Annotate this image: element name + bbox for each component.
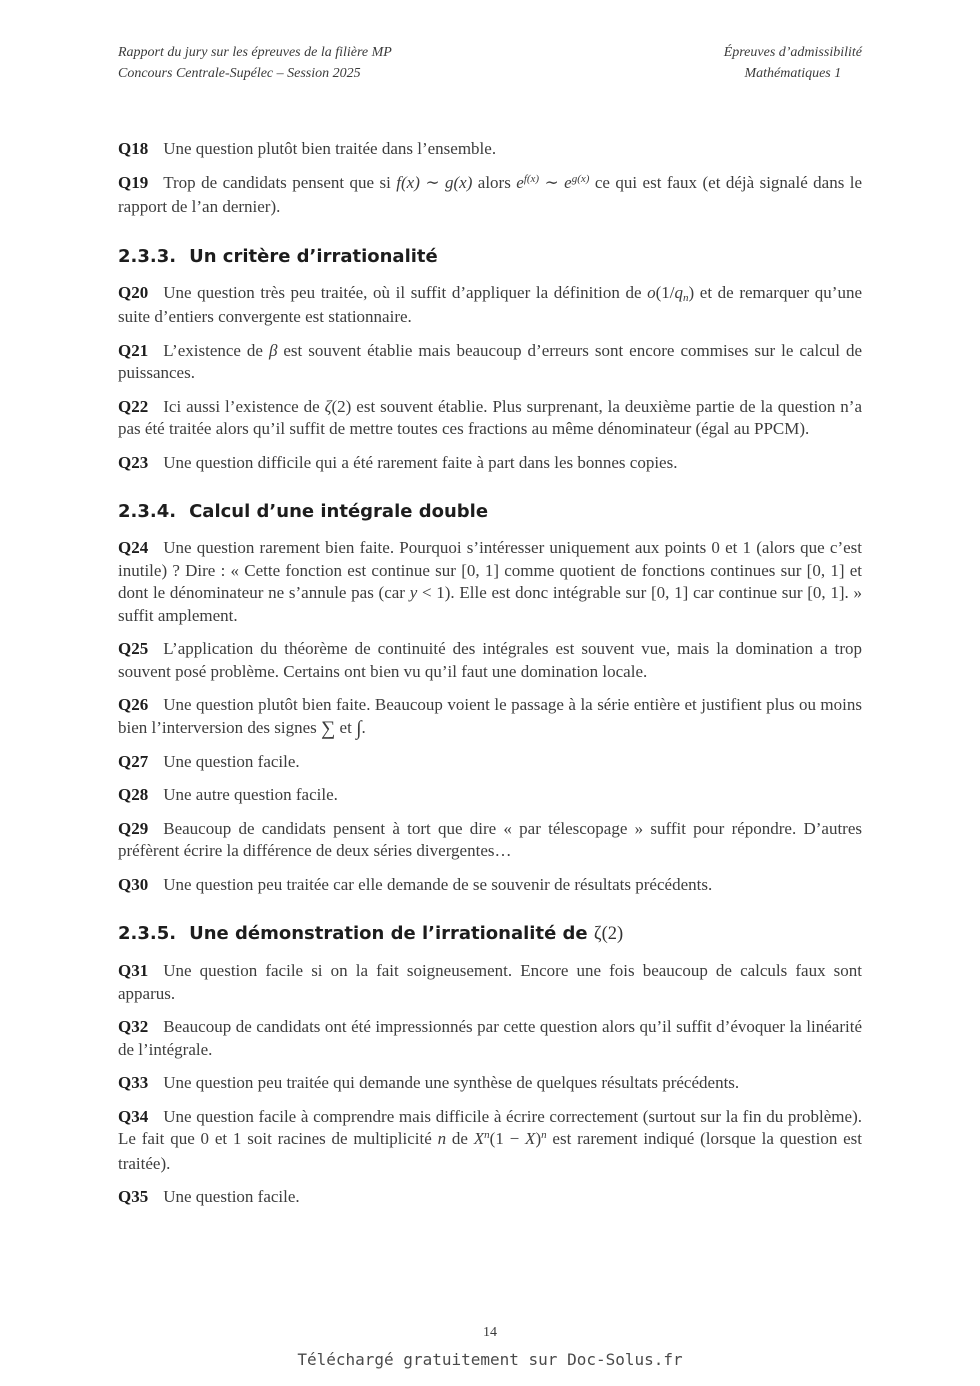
question-q19 (118, 172, 862, 219)
section-number: 2.3.4. (118, 501, 177, 522)
math-segment: e (516, 172, 524, 192)
text-segment: < 1). Elle est donc intégrable sur [0, 1] car continue sur [0, 1]. » suffit amplement. (118, 583, 862, 625)
question-q22 (118, 396, 862, 441)
text-segment: est souvent établie mais beaucoup d’erreurs sont encore commises sur le calcul de puissances. (118, 340, 862, 382)
text-segment: Une question facile. (163, 1187, 300, 1207)
header-right-block (724, 42, 862, 84)
math-segment: q (674, 282, 684, 302)
download-note: Téléchargé gratuitement sur Doc-Solus.fr (297, 1350, 683, 1369)
question-label: Q21 (118, 340, 149, 360)
page-header (118, 42, 862, 84)
report-subtitle: Concours Centrale-Supélec – Session 2025 (118, 66, 361, 81)
math-segment: ζ (324, 396, 332, 416)
text-segment: Une question facile. (163, 751, 300, 771)
math-segment: n (437, 1129, 447, 1149)
question-q35 (118, 1186, 862, 1209)
question-q20 (118, 282, 862, 329)
question-q21 (118, 340, 862, 385)
question-q33 (118, 1072, 862, 1095)
question-label: Q35 (118, 1187, 149, 1207)
question-q25 (118, 638, 862, 683)
question-label: Q31 (118, 961, 149, 981)
question-label: Q32 (118, 1017, 149, 1037)
page-number: 14 (483, 1325, 497, 1340)
text-segment: Beaucoup de candidats pensent à tort que dire « par télescopage » suffit pour répondre. D’autres préfèrent écrire la différence de deux séries divergentes… (118, 818, 862, 861)
question-label: Q28 (118, 785, 149, 805)
text-segment: (2) est souvent établie. Plus surprenant, la deuxième partie de la question n’a pas été traitée alors qu’il suffit de mettre toutes ces fractions au même dénominateur (égal au PPCM). (118, 396, 862, 438)
section-number: 2.3.3. (118, 245, 177, 267)
math-segment: n (484, 1129, 490, 1142)
math-segment: β (268, 340, 278, 360)
text-segment: ) et de remarquer qu’une suite d’entiers convergente est stationnaire. (118, 282, 862, 326)
text-segment: Beaucoup de candidats ont été impressionnés par cette question alors qu’il suffit d’évoquer la linéarité de l’intégrale. (118, 1017, 862, 1059)
text-segment: est rarement indiqué (lorsque la question est traitée). (118, 1129, 863, 1173)
text-segment: L’application du théorème de continuité des intégrales est souvent vue, mais la domination a trop souvent posé problème. Certains ont bien vu qu’il faut une domination locale. (118, 639, 862, 681)
section-number: 2.3.5. (118, 923, 177, 945)
text-segment: Une question très peu traitée, où il suffit d’appliquer la définition de (163, 282, 648, 302)
question-q18 (118, 138, 862, 161)
question-label: Q20 (118, 282, 149, 302)
text-segment: Une question facile à comprendre mais difficile à écrire correctement (surtout sur la fin du problème). Le fait que 0 et 1 soit racines de multiplicité (118, 1106, 862, 1149)
math-segment: f(x) (523, 172, 540, 185)
question-q24 (118, 537, 862, 627)
text-segment: ce qui est faux (et déjà signalé dans le rapport de l’an dernier). (118, 172, 863, 216)
question-q29 (118, 818, 862, 863)
question-label: Q24 (118, 538, 149, 557)
question-label: Q22 (118, 396, 149, 416)
text-segment: Une question rarement bien faite. Pourquoi s’intéresser uniquement aux points 0 et 1 (alors que c’est inutile) ? Dire : « Cette fonction est continue sur [0, 1] comme quotient de fonctions continues sur [0, 1] et dont le dénominateur ne s’annule pas (car (118, 538, 862, 602)
section-heading-2-3-5 (118, 922, 862, 946)
question-label: Q25 (118, 639, 149, 658)
math-segment: ∼ e (539, 172, 572, 192)
question-q32 (118, 1016, 862, 1061)
text-segment: Une question plutôt bien traitée dans l’ensemble. (163, 139, 497, 158)
question-q31 (118, 960, 862, 1005)
question-label: Q18 (118, 139, 149, 158)
text-segment: (1/ (655, 282, 675, 302)
question-label: Q27 (118, 751, 149, 771)
text-segment: Un critère d’irrationalité (189, 245, 438, 267)
text-segment: Calcul d’une intégrale double (189, 501, 489, 522)
math-segment: y (409, 583, 418, 602)
math-segment: ∑ (321, 717, 336, 740)
exam-subject: Mathématiques 1 (744, 66, 842, 81)
text-segment: Une question peu traitée car elle demande de se souvenir de résultats précédents. (163, 874, 713, 894)
question-q30 (118, 874, 862, 897)
header-left-block (118, 42, 392, 84)
section-heading-2-3-3 (118, 245, 862, 268)
question-label: Q19 (118, 172, 149, 192)
question-q34 (118, 1106, 862, 1176)
question-label: Q26 (118, 695, 149, 714)
text-segment: Une question peu traitée qui demande une synthèse de quelques résultats précédents. (163, 1073, 740, 1093)
math-segment: n (683, 291, 689, 304)
text-segment: L’existence de (163, 340, 269, 360)
text-segment: et (335, 717, 357, 737)
text-segment: Une question facile si on la fait soigneusement. Encore une fois beaucoup de calculs faux sont apparus. (118, 961, 862, 1003)
question-q28 (118, 784, 862, 807)
math-segment: ζ(2) (593, 924, 624, 945)
text-segment: de (446, 1129, 474, 1149)
question-label: Q29 (118, 818, 149, 838)
math-segment: o (647, 282, 656, 302)
math-segment: ∫ (356, 717, 362, 740)
math-segment: n (541, 1129, 547, 1142)
text-segment: Une question plutôt bien faite. Beaucoup voient le passage à la série entière et justifient plus ou moins bien l’interversion des signes (118, 695, 862, 737)
question-q27 (118, 751, 862, 774)
text-segment: Une démonstration de l’irrationalité de (189, 923, 594, 945)
text-segment: Trop de candidats pensent que si (163, 172, 397, 192)
question-q23 (118, 452, 862, 475)
page-body (118, 138, 862, 1220)
section-heading-2-3-4 (118, 500, 862, 523)
report-title: Rapport du jury sur les épreuves de la filière MP (118, 45, 392, 60)
text-segment: (1 − (489, 1129, 526, 1149)
math-segment: X (473, 1129, 485, 1149)
text-segment: alors (472, 172, 517, 192)
question-label: Q30 (118, 874, 149, 894)
math-segment: f(x) ∼ g(x) (396, 172, 473, 192)
math-segment: g(x) (571, 172, 590, 185)
text-segment: . (361, 717, 366, 737)
question-label: Q33 (118, 1073, 149, 1093)
text-segment: ) (535, 1129, 542, 1149)
question-label: Q23 (118, 452, 149, 472)
text-segment: Ici aussi l’existence de (163, 396, 325, 416)
text-segment: Une autre question facile. (163, 785, 338, 805)
exam-type: Épreuves d’admissibilité (723, 45, 862, 60)
question-label: Q34 (118, 1106, 149, 1126)
math-segment: X (525, 1129, 536, 1149)
question-q26 (118, 694, 862, 740)
text-segment: Une question difficile qui a été rarement faite à part dans les bonnes copies. (163, 452, 678, 472)
